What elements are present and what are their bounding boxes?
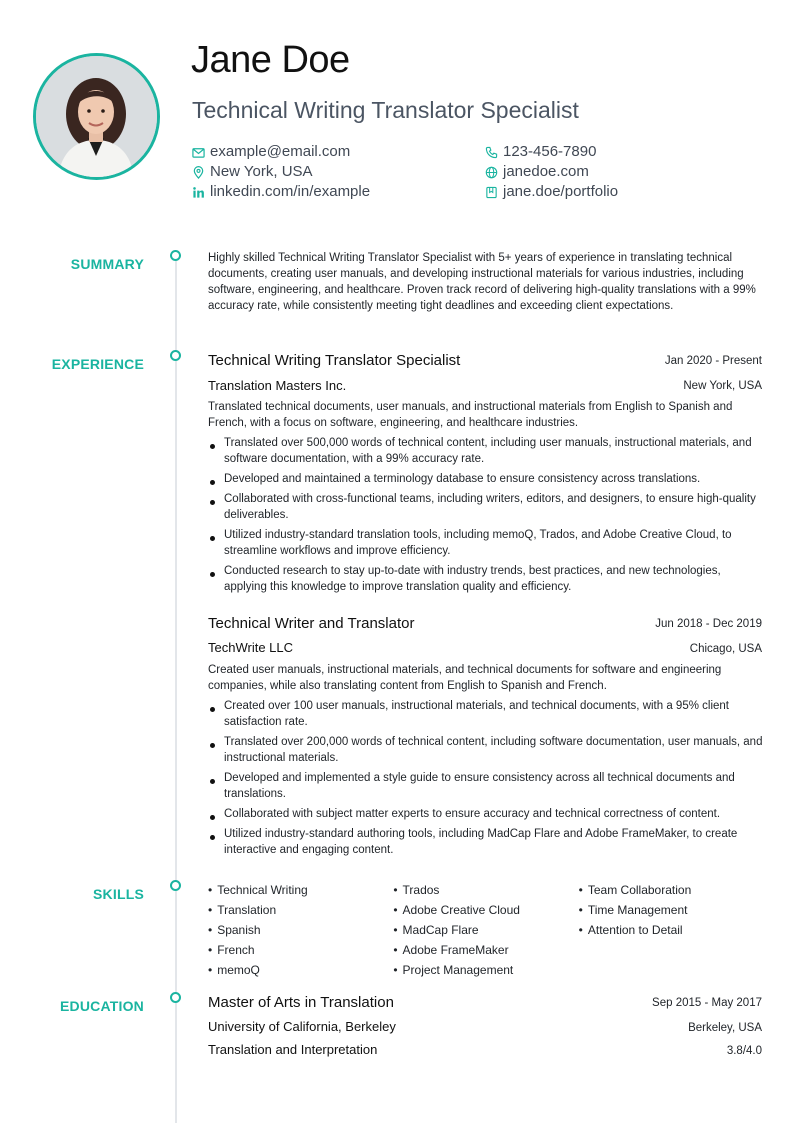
skill-item: • Translation: [208, 900, 393, 920]
section-title-education: EDUCATION: [60, 998, 144, 1014]
education-degree: Master of Arts in Translation: [208, 994, 394, 1011]
job-dates: Jun 2018 - Dec 2019: [655, 618, 762, 630]
skill-item: • Adobe Creative Cloud: [393, 900, 578, 920]
skills-grid: [208, 880, 764, 980]
skill-item: • Attention to Detail: [579, 920, 764, 940]
job-title: Technical Writing Translator Specialist: [208, 352, 461, 369]
contact-location: [192, 162, 313, 182]
skill-item: • Adobe FrameMaker: [393, 940, 578, 960]
contact-linkedin[interactable]: [192, 182, 370, 202]
candidate-name: Jane Doe: [191, 39, 350, 81]
list-item: Developed and implemented a style guide to ensure consistency across all technical documents and translations.: [208, 770, 764, 802]
job-company: Translation Masters Inc.: [208, 378, 347, 393]
list-item: Collaborated with cross-functional teams, including writers, editors, and designers, to ensure high-quality deliverables.: [208, 491, 764, 523]
job-description: Created user manuals, instructional materials, and technical documents for software and engineering companies, while also translating content from English to Spanish and French.: [208, 664, 722, 692]
contact-website[interactable]: [485, 162, 589, 182]
candidate-title: Technical Writing Translator Specialist: [192, 97, 579, 123]
education-field: Translation and Interpretation: [208, 1042, 378, 1057]
section-title-summary: SUMMARY: [70, 256, 144, 272]
summary-text: Highly skilled Technical Writing Translator Specialist with 5+ years of experience in translating technical documents, creating user manuals, and developing instructional materials for various industries, including software, engineering, and healthcare. Proven track record of delivering high-quality translations with a 99% accuracy rate, while consistently meeting tight deadlines and exceeding client expectations.: [208, 252, 756, 312]
timeline-dot: [170, 350, 181, 361]
job-company: TechWrite LLC: [208, 640, 294, 655]
website-text: janedoe.com: [503, 163, 589, 180]
job-description: Translated technical documents, user manuals, and instructional materials from English to Spanish and French, with a focus on software, engineering, and healthcare industries.: [208, 401, 733, 429]
contact-portfolio[interactable]: [485, 182, 618, 202]
job-title: Technical Writer and Translator: [208, 615, 415, 632]
education-location: Berkeley, USA: [688, 1022, 762, 1034]
skills-column: [208, 880, 393, 980]
job-location: New York, USA: [683, 380, 762, 392]
list-item: Utilized industry-standard translation tools, including memoQ, Trados, and Adobe Creative Cloud, to streamline workflows and improve efficiency.: [208, 527, 764, 559]
skill-item: • Technical Writing: [208, 880, 393, 900]
phone-text: 123-456-7890: [503, 143, 597, 160]
list-item: Collaborated with subject matter experts to ensure accuracy and technical correctness of content.: [208, 806, 764, 822]
mail-icon: [192, 146, 205, 159]
skill-item: • memoQ: [208, 960, 393, 980]
education-gpa: 3.8/4.0: [726, 1045, 762, 1057]
skill-item: • French: [208, 940, 393, 960]
skill-item: • Project Management: [393, 960, 578, 980]
contact-email[interactable]: [192, 142, 350, 162]
list-item: Conducted research to stay up-to-date with industry trends, best practices, and new technologies, applying this knowledge to improve translation quality and efficiency.: [208, 563, 764, 595]
skill-item: • Team Collaboration: [579, 880, 764, 900]
list-item: Translated over 200,000 words of technical content, including software documentation, user manuals, and instructional materials.: [208, 734, 764, 766]
education-dates: Sep 2015 - May 2017: [652, 997, 762, 1009]
list-item: Created over 100 user manuals, instructional materials, and technical documents, with a 95% client satisfaction rate.: [208, 698, 764, 730]
timeline-dot: [170, 880, 181, 891]
education-school: University of California, Berkeley: [208, 1019, 396, 1034]
job-dates: Jan 2020 - Present: [664, 355, 762, 367]
skills-column: [393, 880, 578, 980]
section-title-experience: EXPERIENCE: [51, 356, 144, 372]
phone-icon: [485, 146, 498, 159]
linkedin-icon: [192, 186, 205, 199]
skill-item: • Trados: [393, 880, 578, 900]
job-location: Chicago, USA: [689, 643, 762, 655]
skill-item: • MadCap Flare: [393, 920, 578, 940]
map-pin-icon: [192, 166, 205, 179]
timeline-dot: [170, 992, 181, 1003]
job-bullets: [208, 435, 764, 599]
skill-item: • Spanish: [208, 920, 393, 940]
list-item: Developed and maintained a terminology database to ensure consistency across translations.: [208, 471, 764, 487]
section-title-skills: SKILLS: [93, 886, 144, 902]
bookmark-icon: [485, 186, 498, 199]
linkedin-text: linkedin.com/in/example: [210, 183, 371, 200]
skills-column: [579, 880, 764, 980]
globe-icon: [485, 166, 498, 179]
portfolio-text: jane.doe/portfolio: [503, 183, 619, 200]
job-bullets: [208, 698, 764, 862]
email-text: example@email.com: [210, 143, 351, 160]
timeline-dot: [170, 250, 181, 261]
skill-item: • Time Management: [579, 900, 764, 920]
location-text: New York, USA: [210, 163, 313, 180]
contact-phone[interactable]: [485, 142, 596, 162]
profile-photo: [33, 53, 160, 180]
list-item: Utilized industry-standard authoring tools, including MadCap Flare and Adobe FrameMaker, to create interactive and engaging content.: [208, 826, 764, 858]
list-item: Translated over 500,000 words of technical content, including user manuals, instructional materials, and software documentation, with a 99% accuracy rate.: [208, 435, 764, 467]
